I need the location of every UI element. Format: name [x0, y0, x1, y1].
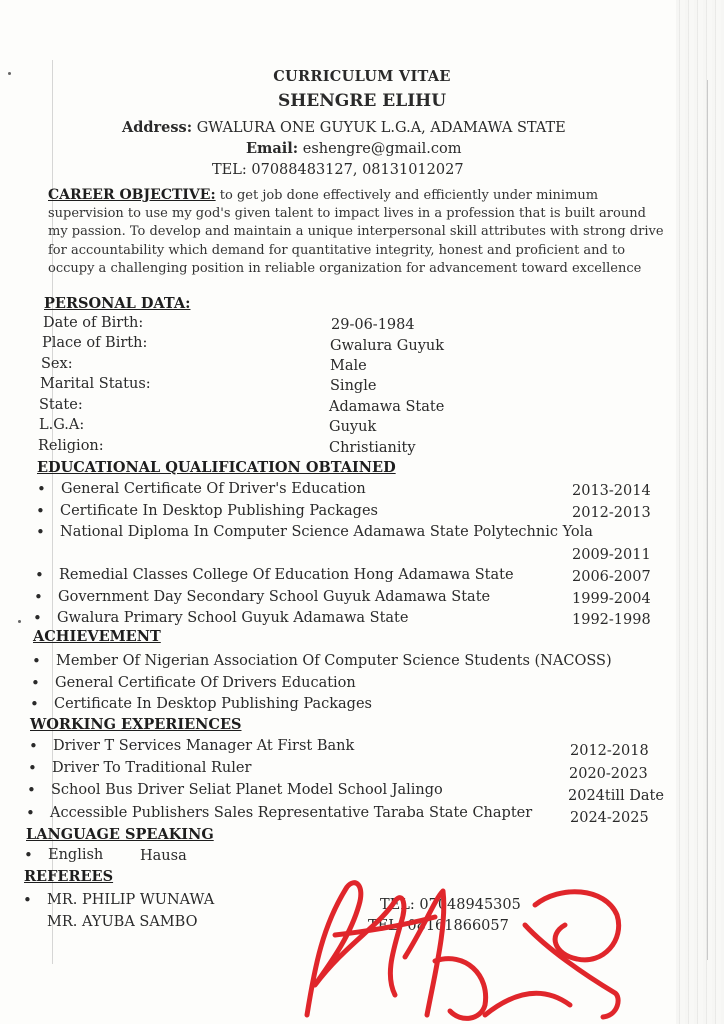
bullet-icon: •: [28, 759, 37, 777]
bullet-icon: •: [33, 609, 42, 627]
bullet-icon: •: [30, 695, 39, 713]
work-years: 2020-2023: [569, 766, 648, 782]
career-objective-text: to get job done effectively and efficiently under minimum supervision to use my god's given talent to impact lives in a profession that is built around my passion. To develop and maintain a unique interpersonal skill attributes with strong drive for accountability which demand for quantitative integrity, honest and proficient and to occupy a challenging position in reliable organization for advancement toward excellence: [48, 188, 664, 276]
bullet-icon: •: [36, 523, 45, 541]
personal-label: Date of Birth:: [43, 315, 144, 331]
scan-speck: [18, 620, 21, 623]
scan-edge-right: [676, 0, 724, 1024]
list-item: [27, 781, 443, 799]
education-years: 1999-2004: [572, 591, 651, 607]
education-item-text: Remedial Classes College Of Education Hong Adamawa State: [59, 567, 514, 583]
achievement-item-text: Member Of Nigerian Association Of Computer Science Students (NACOSS): [56, 653, 612, 669]
language-item: English: [48, 847, 104, 863]
bullet-icon: •: [26, 804, 35, 822]
personal-data-heading: PERSONAL DATA:: [44, 295, 191, 312]
referees-heading: REFEREES: [24, 868, 114, 885]
work-item-text: Driver T Services Manager At First Bank: [53, 738, 355, 754]
bullet-icon: •: [35, 566, 44, 584]
career-objective-heading: CAREER OBJECTIVE:: [48, 187, 216, 203]
bullet-icon: •: [36, 502, 45, 520]
address-label: Address:: [122, 119, 193, 136]
achievement-heading: ACHIEVEMENT: [33, 628, 161, 645]
personal-value: Adamawa State: [329, 399, 445, 415]
language-heading: LANGUAGE SPEAKING: [26, 826, 214, 843]
education-years: 2006-2007: [572, 569, 651, 585]
work-years: 2012-2018: [570, 743, 649, 759]
work-heading: WORKING EXPERIENCES: [30, 716, 242, 733]
education-years: 2009-2011: [572, 547, 651, 563]
list-item: [30, 695, 372, 713]
referee-name: MR. AYUBA SAMBO: [47, 914, 198, 930]
list-item: [29, 737, 355, 755]
list-item: [24, 846, 104, 864]
bullet-icon: •: [32, 652, 41, 670]
list-item: [36, 523, 593, 541]
education-years: 2013-2014: [572, 483, 651, 499]
personal-label: Religion:: [38, 438, 104, 454]
list-item: [32, 652, 612, 670]
list-item: [34, 588, 491, 606]
referee-tel: TEL: 07048945305: [380, 897, 521, 913]
personal-label: State:: [39, 397, 83, 413]
list-item: [28, 759, 252, 777]
address-value: GWALURA ONE GUYUK L.G.A, ADAMAWA STATE: [196, 120, 566, 136]
email-label: Email:: [246, 140, 299, 157]
bullet-icon: •: [29, 737, 38, 755]
education-item-text: Government Day Secondary School Guyuk Adamawa State: [58, 589, 491, 605]
list-item: [26, 804, 533, 822]
referee-name: MR. PHILIP WUNAWA: [47, 892, 215, 908]
bullet-icon: •: [31, 674, 40, 692]
personal-label: L.G.A:: [39, 417, 85, 433]
language-item: Hausa: [140, 848, 187, 864]
list-item: [23, 891, 215, 909]
personal-value: Christianity: [329, 440, 416, 456]
phone-line: TEL: 07088483127, 08131012027: [212, 162, 464, 178]
education-item-text: Gwalura Primary School Guyuk Adamawa State: [57, 610, 409, 626]
bullet-icon: •: [23, 891, 32, 909]
personal-value: Single: [330, 378, 377, 394]
work-years: 2024-2025: [570, 810, 649, 826]
personal-label: Sex:: [41, 356, 73, 372]
document-title: CURRICULUM VITAE: [273, 68, 451, 85]
personal-value: 29-06-1984: [331, 317, 415, 333]
work-item-text: Driver To Traditional Ruler: [52, 760, 252, 776]
personal-value: Male: [330, 358, 367, 374]
achievement-item-text: General Certificate Of Drivers Education: [55, 675, 356, 691]
education-years: 2012-2013: [572, 505, 651, 521]
list-item: [33, 609, 409, 627]
personal-label: Marital Status:: [40, 376, 151, 392]
signature-scribble: [285, 865, 625, 1024]
career-objective: [48, 186, 668, 278]
list-item: [36, 502, 378, 520]
personal-label: Place of Birth:: [42, 335, 148, 351]
scan-line-right: [707, 80, 708, 960]
bullet-icon: •: [27, 781, 36, 799]
education-years: 1992-1998: [572, 612, 651, 628]
education-item-text: National Diploma In Computer Science Adamawa State Polytechnic Yola: [60, 524, 593, 540]
work-item-text: School Bus Driver Seliat Planet Model School Jalingo: [51, 782, 443, 798]
work-item-text: Accessible Publishers Sales Representative Taraba State Chapter: [50, 805, 533, 821]
work-years: 2024till Date: [568, 788, 664, 804]
list-item: [37, 480, 366, 498]
email-line: [246, 140, 462, 158]
education-heading: EDUCATIONAL QUALIFICATION OBTAINED: [37, 459, 396, 476]
bullet-icon: •: [37, 480, 46, 498]
candidate-name: SHENGRE ELIHU: [277, 91, 447, 111]
bullet-icon: •: [24, 846, 33, 864]
education-item-text: General Certificate Of Driver's Education: [61, 481, 366, 497]
list-item: [35, 566, 514, 584]
personal-value: Gwalura Guyuk: [330, 338, 445, 354]
email-value: eshengre@gmail.com: [302, 141, 462, 157]
achievement-item-text: Certificate In Desktop Publishing Packages: [54, 696, 372, 712]
personal-value: Guyuk: [329, 419, 377, 435]
address-line: [122, 119, 566, 137]
list-item: [31, 674, 356, 692]
education-item-text: Certificate In Desktop Publishing Packages: [60, 503, 378, 519]
referee-tel: TEL: 08161866057: [368, 918, 509, 934]
bullet-icon: •: [34, 588, 43, 606]
